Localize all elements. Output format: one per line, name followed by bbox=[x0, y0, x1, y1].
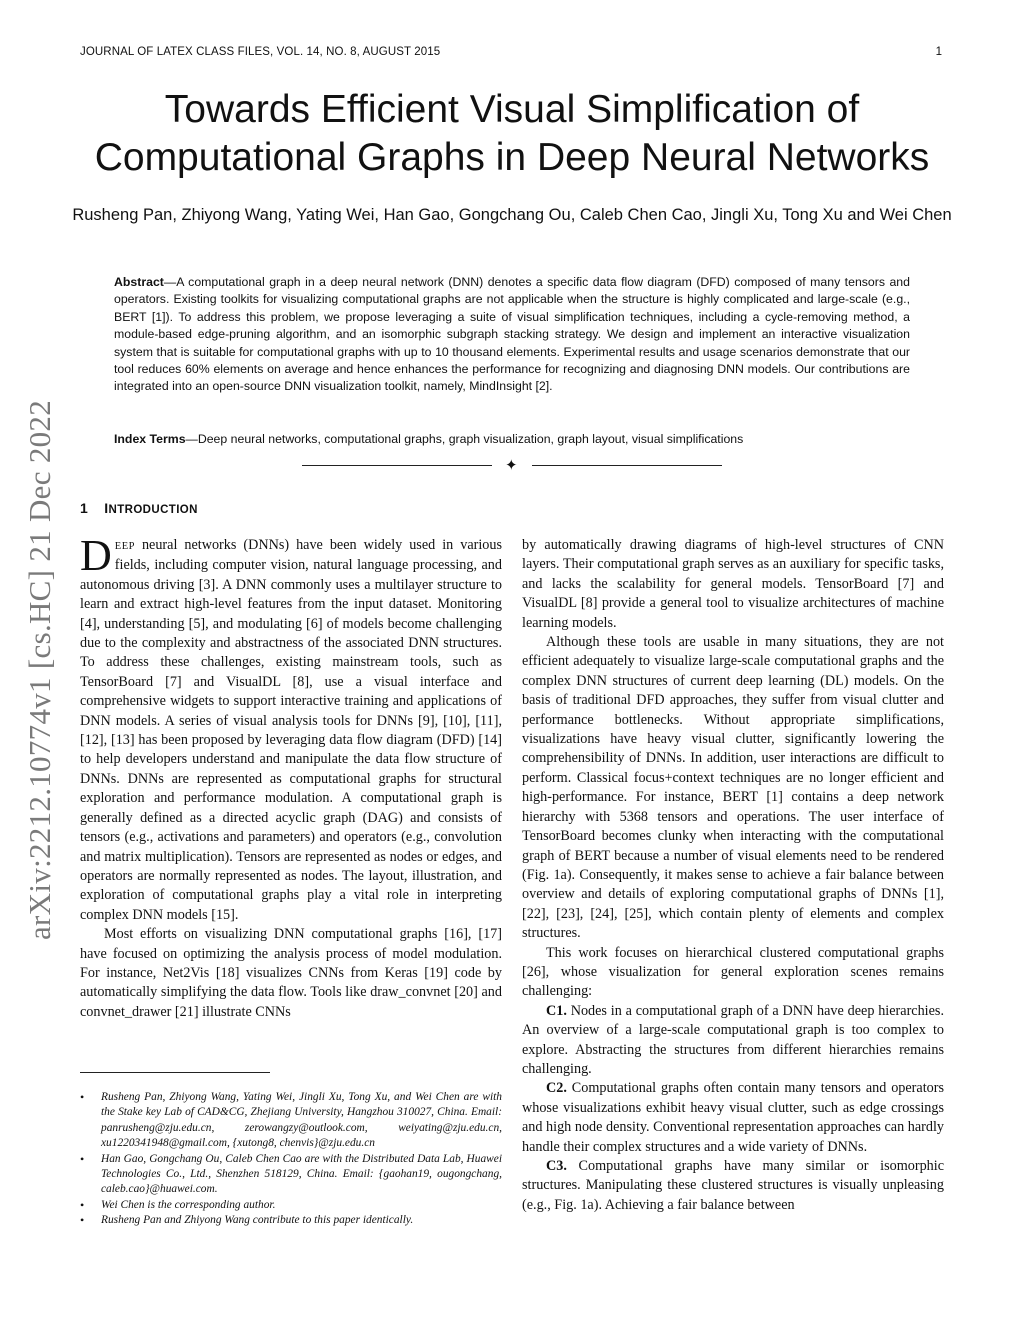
challenge-c2 bbox=[522, 1079, 944, 1157]
paper-title bbox=[60, 86, 964, 182]
intro-paragraph-1-text: neural networks (DNNs) have been widely used in various fields, including computer vision, natural language processing, and autonomous driving [3]. A DNN commonly uses a multilayer structure to learn and extract high-level features from the input dataset. Monitoring [4], understanding [5], and modulating [6] of models become challenging due to the complexity and abstractness of the associated DNN structures. To address these challenges, existing mainstream tools, such as TensorBoard [7] and VisualDL [8], use a visual interface and comprehensive widgets to support interactive training and applications of DNN models. A series of visual analysis tools for DNNs [9], [10], [11], [12], [13] has been proposed by leveraging data flow diagram (DFD) [14] to help developers understand and manipulate the data flow structure of DNNs. DNNs are represented as computational graphs for structural exploration and performance modulation. A computational graph is generally defined as a directed acyclic graph (DAG) and consists of tensors (e.g., activations and parameters) and operators (e.g., convolution and matrix multiplication). Tensors are represented as nodes or edges, and operators are normally represented as nodes. The layout, illustration, and exploration of computational graphs play a vital role in interpreting complex DNN models [15]. bbox=[80, 537, 502, 923]
section-title-rest: NTRODUCTION bbox=[108, 504, 198, 516]
abstract bbox=[114, 274, 910, 396]
divider-diamond-icon: ✦ bbox=[505, 456, 518, 474]
footnote-item bbox=[80, 1152, 502, 1198]
footnote-text: Han Gao, Gongchang Ou, Caleb Chen Cao are with the Distributed Data Lab, Huawei Technologies Co., Ltd., Shenzhen 518129, China. Email: {gaohan19, ougongchang, caleb.cao}@huawei.com. bbox=[101, 1152, 502, 1196]
footnotes bbox=[80, 1090, 502, 1229]
running-header: JOURNAL OF LATEX CLASS FILES, VOL. 14, NO. 8, AUGUST 2015 bbox=[80, 46, 441, 58]
intro-paragraph-1 bbox=[80, 531, 502, 925]
footnote-item bbox=[80, 1213, 502, 1228]
right-paragraph-1: by automatically drawing diagrams of high-level structures of CNN layers. Their computational graph serves as an auxiliary for specific tasks, and lacks the scalability for general models. TensorBoard [7] and VisualDL [8] provide a general tool to visualize architectures of machine learning models. bbox=[522, 537, 944, 631]
divider-line-right bbox=[532, 465, 722, 466]
challenge-c3-label: C3. bbox=[546, 1158, 567, 1174]
footnote-rule bbox=[80, 1072, 270, 1073]
divider-line-left bbox=[302, 465, 492, 466]
bullet-icon: • bbox=[80, 1151, 85, 1166]
abstract-label: Abstract bbox=[114, 275, 164, 289]
section-heading bbox=[80, 500, 198, 516]
footnote-item bbox=[80, 1198, 502, 1213]
right-column bbox=[522, 536, 944, 1215]
challenge-c1-text: Nodes in a computational graph of a DNN have deep hierarchies. An overview of a large-scale computational graph is too complex to explore. Abstracting the structures from different hierarchies remains challenging. bbox=[522, 1002, 944, 1077]
title-line-1: Towards Efficient Visual Simplification of bbox=[164, 88, 860, 131]
challenge-c1 bbox=[522, 1002, 944, 1080]
intro-paragraph-2: Most efforts on visualizing DNN computational graphs [16], [17] have focused on optimizing the analysis process of model modulation. For instance, Net2Vis [18] visualizes CNNs from Keras [19] code by automatically simplifying the data flow. Tools like draw_convnet [20] and convnet_drawer [21] illustrate CNNs bbox=[80, 926, 502, 1020]
section-number: 1 bbox=[80, 500, 89, 516]
title-line-2: Computational Graphs in Deep Neural Networks bbox=[94, 136, 930, 179]
index-terms bbox=[114, 431, 910, 448]
author-list: Rusheng Pan, Zhiyong Wang, Yating Wei, Han Gao, Gongchang Ou, Caleb Chen Cao, Jingli Xu, Tong Xu and Wei Chen bbox=[72, 206, 952, 224]
challenge-c2-text: Computational graphs often contain many tensors and operators whose visualizations exhibit heavy visual clutter, such as edge crossings and high node density. Conventional representation approaches can hardly handle their complex structures and a wide variety of DNNs. bbox=[522, 1080, 944, 1155]
challenge-c3-text: Computational graphs have many similar or isomorphic structures. Manipulating these clustered structures is visually unpleasing (e.g., Fig. 1a). Achieving a fair balance between bbox=[522, 1158, 944, 1213]
drop-cap: D bbox=[80, 531, 112, 580]
right-paragraph-3: This work focuses on hierarchical clustered computational graphs [26], whose visualization for general exploration scenes remains challenging: bbox=[522, 944, 944, 1000]
footnote-item bbox=[80, 1090, 502, 1152]
bullet-icon: • bbox=[80, 1090, 85, 1104]
bullet-icon: • bbox=[80, 1213, 85, 1228]
footnote-text: Rusheng Pan, Zhiyong Wang, Yating Wei, Jingli Xu, Tong Xu, and Wei Chen are with the Stake key Lab of CAD&CG, Zhejiang University, Hangzhou 310027, China. Email: panrusheng@zju.edu.cn, zerowangzy@outlook.com, weiyating@zju.edu.cn, xu1220341948@gmail.com, {xutong8, chenvis}@zju.edu.cn bbox=[101, 1091, 502, 1150]
challenge-c1-label: C1. bbox=[546, 1002, 567, 1019]
index-terms-text: —Deep neural networks, computational graphs, graph visualization, graph layout, visual simplifications bbox=[185, 432, 744, 446]
page-number: 1 bbox=[935, 46, 942, 58]
section-title-initial: I bbox=[104, 500, 109, 516]
drop-cap-smallcaps: EEP bbox=[114, 541, 135, 552]
challenge-c2-label: C2. bbox=[546, 1080, 567, 1097]
arxiv-stamp: arXiv:2212.10774v1 [cs.HC] 21 Dec 2022 bbox=[22, 399, 57, 940]
index-terms-label: Index Terms bbox=[114, 432, 186, 446]
left-column bbox=[80, 531, 502, 1022]
footnote-text: Wei Chen is the corresponding author. bbox=[101, 1198, 276, 1211]
section-divider bbox=[302, 457, 722, 475]
bullet-icon: • bbox=[80, 1197, 85, 1212]
footnote-text: Rusheng Pan and Zhiyong Wang contribute to this paper identically. bbox=[101, 1214, 414, 1227]
abstract-text: —A computational graph in a deep neural network (DNN) denotes a specific data flow diagram (DFD) composed of many tensors and operators. Existing toolkits for visualizing computational graphs are not applicable when the structure is highly complicated and large-scale (e.g., BERT [1]). To address this problem, we propose leveraging a suite of visual simplification techniques, including a cycle-removing method, a module-based edge-pruning algorithm, and an isomorphic subgraph stacking strategy. We design and implement an interactive visualization system that is suitable for computational graphs with up to 10 thousand elements. Experimental results and usage scenarios demonstrate that our tool reduces 60% elements on average and hence enhances the performance for recognizing and diagnosing DNN models. Our contributions are integrated into an open-source DNN visualization toolkit, namely, MindInsight [2]. bbox=[114, 275, 910, 394]
right-paragraph-2: Although these tools are usable in many situations, they are not efficient adequately to visualize large-scale computational graphs and the complex DNN structures of current deep learning (DL) models. On the basis of traditional DFD approaches, they suffer from visual clutter and performance bottlenecks. Without appropriate simplifications, visualizations have heavy visual clutter, significantly lowering the comprehensibility of DNNs. In addition, user interactions are difficult to perform. Classical focus+context techniques are no longer efficient and high-performance. For instance, BERT [1] contains a deep network hierarchy with 5368 tensors and operations. The user interface of TensorBoard becomes clunky when interacting with the computational graph of BERT because a number of visual elements need to be rendered (Fig. 1a). Consequently, it makes sense to achieve a fair balance between overview and details of exploring computational graphs of DNNs [1], [22], [23], [24], [25], which contain plenty of elements and complex structures. bbox=[522, 634, 944, 942]
challenge-c3 bbox=[522, 1157, 944, 1215]
